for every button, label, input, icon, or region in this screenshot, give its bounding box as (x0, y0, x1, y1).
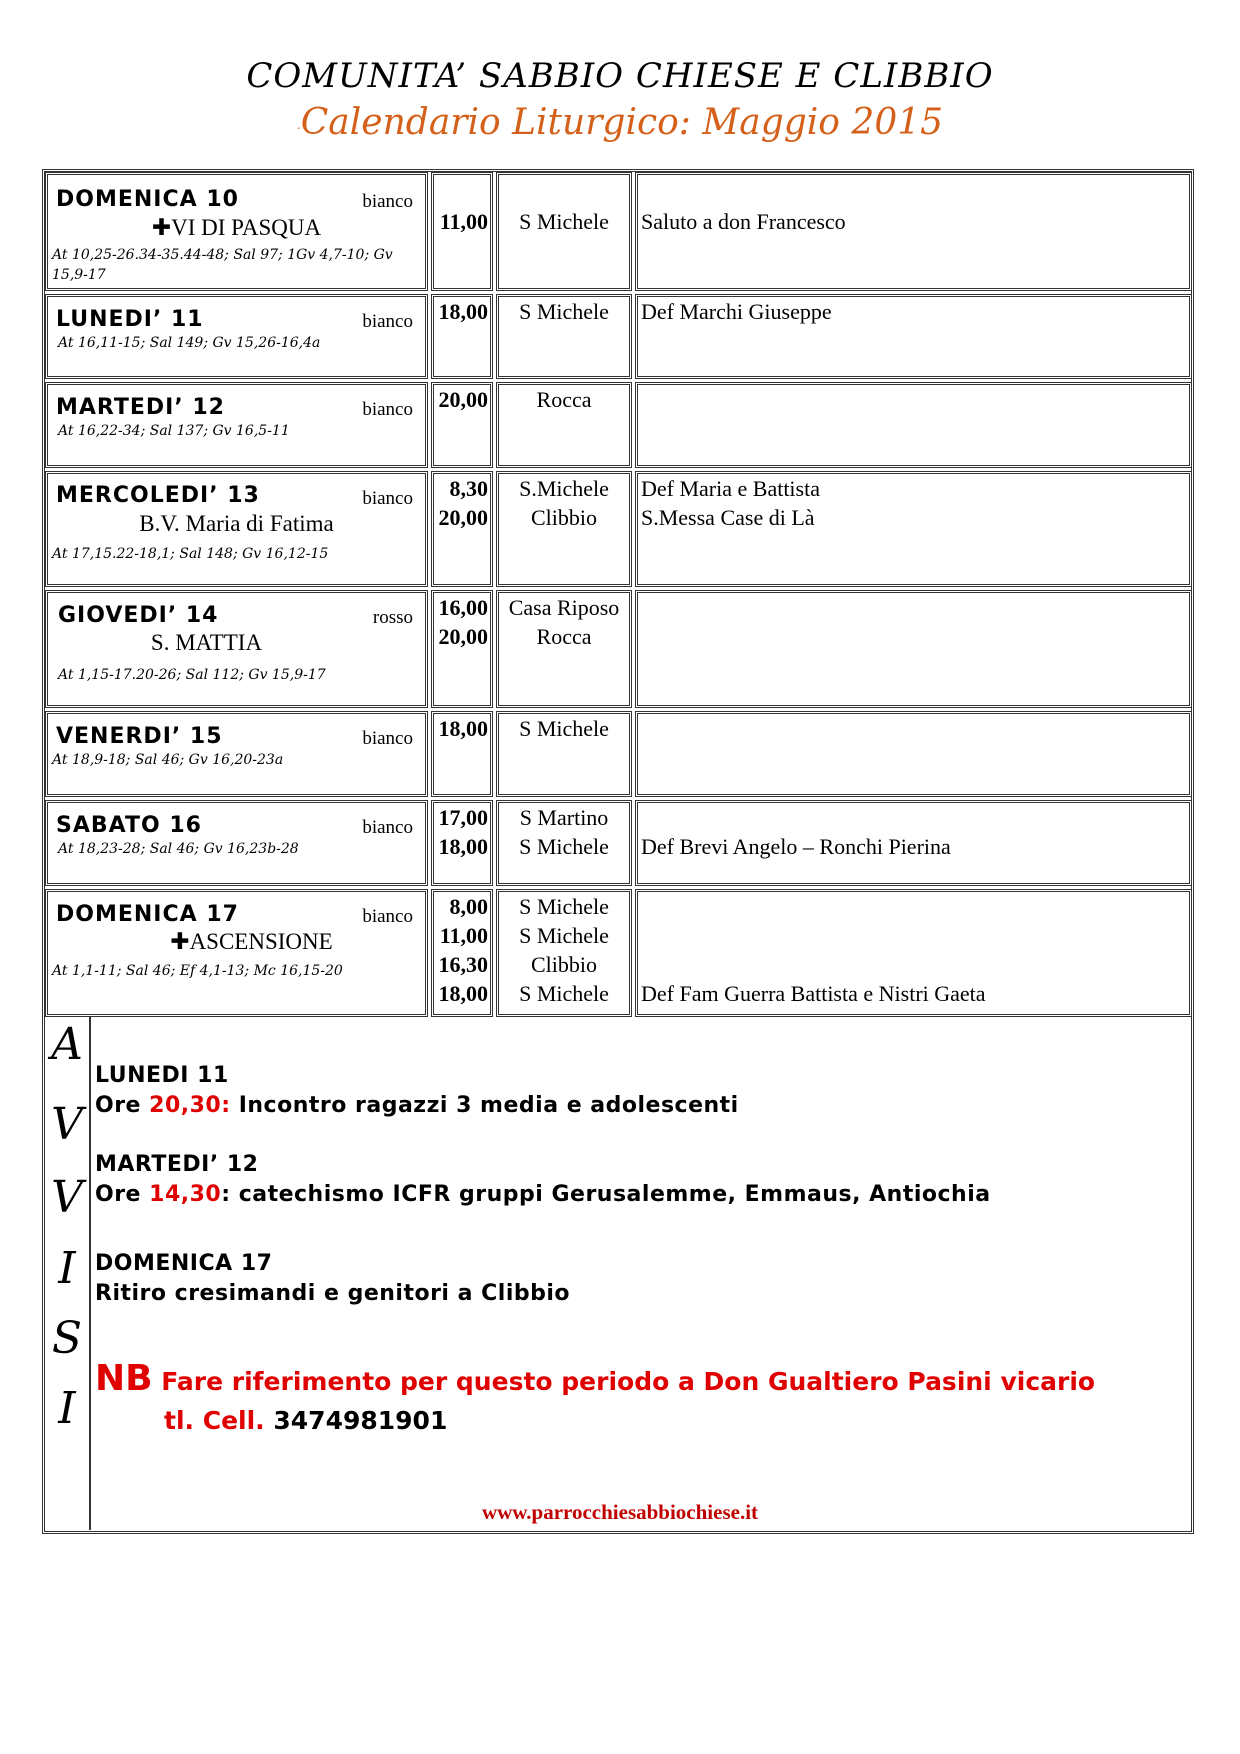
time-cell (431, 800, 493, 886)
mass-time: 18,00 (438, 834, 488, 859)
nb-contact (164, 1406, 447, 1435)
note-cell (635, 800, 1192, 886)
mass-time: 16,00 (438, 595, 488, 620)
feast-name: ✚VI DI PASQUA (151, 215, 322, 240)
note-cell (635, 889, 1192, 1017)
phone-number: 3474981901 (273, 1406, 448, 1435)
day-name: MARTEDI’ 12 (56, 395, 225, 420)
time-cell (431, 294, 493, 379)
avvisi-letter: V (51, 1099, 83, 1150)
day-cell (45, 590, 428, 708)
note-cell (635, 382, 1192, 468)
mass-note: Def Marchi Giuseppe (641, 299, 832, 324)
day-name: VENERDI’ 15 (56, 724, 223, 749)
avvisi-letter: V (51, 1172, 83, 1223)
readings: At 17,15.22-18,1; Sal 148; Gv 16,12-15 (52, 546, 329, 562)
time-cell (431, 471, 493, 587)
note-cell (635, 590, 1192, 708)
day-name: GIOVEDI’ 14 (58, 603, 219, 628)
time-cell (431, 382, 493, 468)
mass-time: 17,00 (438, 805, 488, 830)
notice-day: DOMENICA 17 (95, 1251, 273, 1276)
liturgical-color: bianco (362, 191, 413, 212)
time-cell (431, 172, 493, 291)
mass-note: Def Maria e Battista (641, 476, 820, 501)
notice-text: Incontro ragazzi 3 media e adolescenti (230, 1093, 739, 1118)
mass-place: Casa Riposo (508, 595, 620, 620)
readings: At 18,9-18; Sal 46; Gv 16,20-23a (52, 752, 284, 768)
place-cell (496, 889, 632, 1017)
mass-time: 20,00 (438, 505, 488, 530)
notice-text: : catechismo ICFR gruppi Gerusalemme, Emmaus, Antiochia (221, 1182, 991, 1207)
mass-note: Def Brevi Angelo – Ronchi Pierina (641, 834, 951, 859)
mass-place: S Martino (519, 805, 609, 830)
avvisi-letter: S (51, 1313, 83, 1364)
mass-place: S Michele (519, 299, 609, 324)
avvisi-vertical-label (45, 1017, 91, 1530)
nb-label: NB (95, 1358, 153, 1399)
mass-note: S.Messa Case di Là (641, 505, 815, 530)
feast-name: S. MATTIA (150, 630, 263, 655)
mass-time: 11,00 (439, 923, 488, 948)
mass-time: 11,00 (439, 209, 488, 234)
feast-name: ✚ASCENSIONE (170, 929, 333, 954)
mass-time: 16,30 (438, 952, 488, 977)
nb-notice (95, 1358, 1095, 1399)
feast-name: B.V. Maria di Fatima (139, 511, 334, 536)
place-cell (496, 172, 632, 291)
mass-time: 18,00 (438, 299, 488, 324)
place-cell (496, 471, 632, 587)
place-cell (496, 800, 632, 886)
notice-day: LUNEDI 11 (95, 1063, 229, 1088)
readings: At 1,15-17.20-26; Sal 112; Gv 15,9-17 (58, 667, 326, 683)
day-name: LUNEDI’ 11 (56, 307, 204, 332)
avvisi-letter: I (58, 1243, 76, 1294)
mass-time: 20,00 (438, 624, 488, 649)
day-cell (45, 800, 428, 886)
website-link[interactable]: www.parrocchiesabbiochiese.it (481, 1500, 759, 1524)
liturgical-color: bianco (362, 399, 413, 420)
day-name: DOMENICA 17 (56, 902, 239, 927)
time-cell (431, 590, 493, 708)
note-cell (635, 294, 1192, 379)
mass-place: S Michele (519, 716, 609, 741)
mass-time: 18,00 (438, 981, 488, 1006)
notice-day: MARTEDI’ 12 (95, 1152, 259, 1177)
readings: At 16,22-34; Sal 137; Gv 16,5-11 (58, 423, 290, 439)
mass-place: S Michele (519, 923, 609, 948)
liturgical-color: rosso (372, 607, 413, 628)
liturgical-color: bianco (362, 906, 413, 927)
avvisi-letter: I (58, 1383, 76, 1434)
liturgical-color: bianco (362, 488, 413, 509)
place-cell (496, 382, 632, 468)
mass-place: Rocca (536, 624, 592, 649)
notice-time: 20,30: (149, 1093, 231, 1118)
day-cell (45, 172, 428, 291)
readings: At 16,11-15; Sal 149; Gv 15,26-16,4a (58, 335, 321, 351)
note-cell (635, 711, 1192, 797)
notice-line (95, 1093, 739, 1118)
mass-time: 20,00 (438, 387, 488, 412)
mass-note: Def Fam Guerra Battista e Nistri Gaeta (641, 981, 986, 1006)
readings: At 18,23-28; Sal 46; Gv 16,23b-28 (58, 841, 299, 857)
place-cell (496, 294, 632, 379)
mass-place: S.Michele (519, 476, 609, 501)
note-cell (635, 471, 1192, 587)
mass-time: 8,30 (449, 476, 488, 501)
title-dot: . (296, 118, 301, 132)
mass-place: S Michele (519, 209, 609, 234)
mass-place: Clibbio (530, 505, 597, 530)
mass-place: S Michele (519, 894, 609, 919)
avvisi-letter: A (51, 1019, 83, 1070)
place-cell (496, 711, 632, 797)
mass-place: Clibbio (530, 952, 597, 977)
place-cell (496, 590, 632, 708)
note-cell (635, 172, 1192, 291)
time-cell (431, 889, 493, 1017)
mass-place: S Michele (519, 834, 609, 859)
notice-line (95, 1182, 991, 1207)
day-name: MERCOLEDI’ 13 (56, 483, 260, 508)
notice-time: 14,30 (149, 1182, 222, 1207)
nb-text: Fare riferimento per questo periodo a Don Gualtiero Pasini vicario (161, 1367, 1096, 1396)
liturgical-color: bianco (362, 311, 413, 332)
readings: At 10,25-26.34-35.44-48; Sal 97; 1Gv 4,7-10; Gv 15,9-17 (52, 247, 393, 283)
mass-time: 8,00 (449, 894, 488, 919)
day-name: DOMENICA 10 (56, 187, 239, 212)
calendar-title-text: Calendario Liturgico: Maggio 2015 (300, 102, 944, 143)
liturgical-color: bianco (362, 817, 413, 838)
mass-time: 18,00 (438, 716, 488, 741)
readings: At 1,1-11; Sal 46; Ef 4,1-13; Mc 16,15-20 (52, 963, 343, 979)
mass-place: Rocca (536, 387, 592, 412)
day-cell (45, 711, 428, 797)
contact-label: tl. Cell. (164, 1406, 265, 1435)
community-title: COMUNITA’ SABBIO CHIESE E CLIBBIO (246, 56, 994, 96)
day-cell (45, 294, 428, 379)
day-cell (45, 382, 428, 468)
day-name: SABATO 16 (56, 813, 202, 838)
notice-pre: Ore (95, 1093, 150, 1118)
day-cell (45, 471, 428, 587)
time-cell (431, 711, 493, 797)
liturgical-color: bianco (362, 728, 413, 749)
mass-note: Saluto a don Francesco (641, 209, 846, 234)
notice-pre: Ore (95, 1182, 150, 1207)
day-cell (45, 889, 428, 1017)
notice-text: Ritiro cresimandi e genitori a Clibbio (95, 1281, 571, 1306)
mass-place: S Michele (519, 981, 609, 1006)
calendar-title (0, 102, 1240, 143)
